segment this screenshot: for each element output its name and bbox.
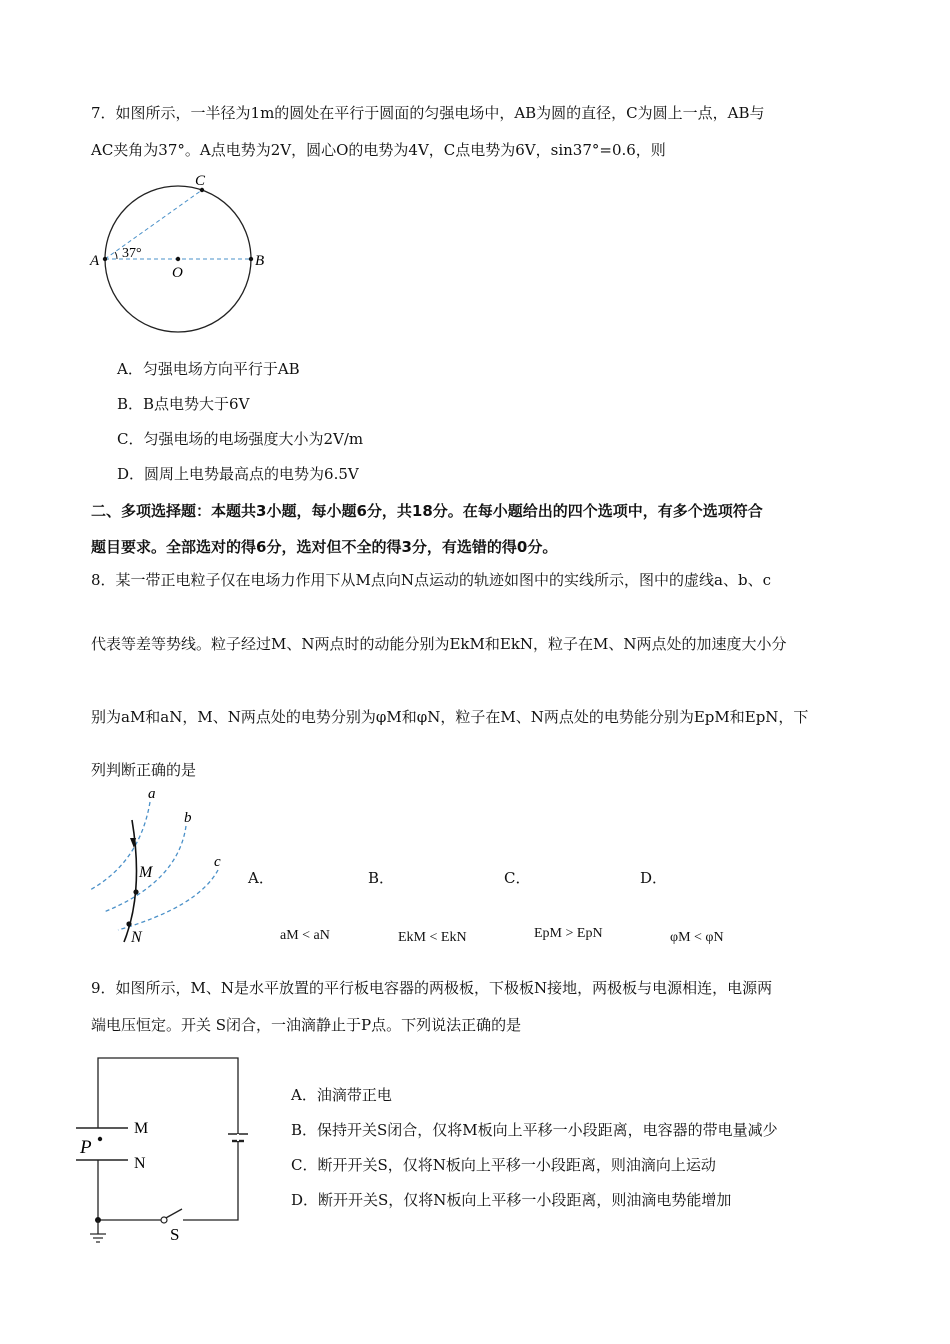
q7-circle-figure — [80, 165, 280, 340]
q7-option-d: D．圆周上电势最高点的电势为6.5V — [117, 465, 359, 483]
q7-option-a: A．匀强电场方向平行于AB — [117, 360, 300, 378]
q8-option-b-formula: EkM < EkN — [398, 930, 467, 945]
q7-label-b: B — [255, 253, 265, 269]
q8-label-n: N — [131, 929, 142, 946]
q8-stem-line2: 代表等差等势线。粒子经过M、N两点时的动能分别为EkM和EkN，粒子在M、N两点处的加速度大小分 — [91, 635, 787, 653]
q7-label-c: C — [195, 173, 206, 189]
q8-option-d-formula: φM < φN — [670, 930, 724, 945]
q9-circuit-figure — [68, 1050, 258, 1250]
q9-stem-line2: 端电压恒定。开关 S闭合，一油滴静止于P点。下列说法正确的是 — [91, 1016, 522, 1034]
q8-stem-line4: 列判断正确的是 — [91, 761, 197, 779]
q7-option-b: B．B点电势大于6V — [117, 395, 250, 413]
q8-label-a: a — [148, 786, 156, 802]
q8-label-m: M — [139, 864, 153, 881]
q9-label-s: S — [170, 1225, 180, 1244]
q8-trajectory-figure — [88, 782, 238, 952]
q9-stem-line1: 9．如图所示，M、N是水平放置的平行板电容器的两极板，下极板N接地，两极板与电源相连，电源两 — [91, 979, 773, 997]
q9-label-p: P — [80, 1137, 92, 1158]
q9-option-a: A．油滴带正电 — [291, 1086, 392, 1104]
q9-label-n: N — [134, 1155, 146, 1172]
q9-option-c: C．断开开关S，仅将N板向上平移一小段距离，则油滴向上运动 — [291, 1156, 716, 1174]
q9-option-d: D．断开开关S，仅将N板向上平移一小段距离，则油滴电势能增加 — [291, 1191, 732, 1209]
q8-stem-line1: 8．某一带正电粒子仅在电场力作用下从M点向N点运动的轨迹如图中的实线所示，图中的虚线a、b、c — [91, 571, 771, 589]
q8-option-b-label: B． — [368, 869, 395, 887]
q8-option-c-label: C． — [504, 869, 531, 887]
q7-label-a: A — [90, 253, 100, 269]
q8-option-a-formula: aM < aN — [280, 928, 330, 943]
q7-angle-label: 37° — [122, 246, 142, 261]
q8-label-c: c — [214, 854, 221, 870]
q8-stem-line3: 别为aM和aN，M、N两点处的电势分别为φM和φN，粒子在M、N两点处的电势能分别为EpM和EpN，下 — [91, 708, 809, 726]
q7-stem-line2: AC夹角为37°。A点电势为2V，圆心O的电势为4V，C点电势为6V，sin37°=0.6，则 — [91, 141, 666, 159]
q7-label-o: O — [172, 265, 183, 281]
q8-option-a-label: A． — [248, 869, 274, 887]
q9-option-b: B．保持开关S闭合，仅将M板向上平移一小段距离，电容器的带电量减少 — [291, 1121, 778, 1139]
q7-option-c: C．匀强电场的电场强度大小为2V/m — [117, 430, 364, 448]
section2-heading-line1: 二、多项选择题：本题共3小题，每小题6分，共18分。在每小题给出的四个选项中，有多个选项符合 — [91, 502, 763, 520]
q7-stem-line1: 7．如图所示，一半径为1m的圆处在平行于圆面的匀强电场中，AB为圆的直径，C为圆上一点，AB与 — [91, 104, 765, 122]
q8-option-d-label: D． — [640, 869, 668, 887]
q8-label-b: b — [184, 810, 192, 826]
section2-heading-line2: 题目要求。全部选对的得6分，选对但不全的得3分，有选错的得0分。 — [91, 538, 558, 556]
q8-option-c-formula: EpM > EpN — [534, 926, 603, 941]
q9-label-m: M — [134, 1120, 149, 1137]
